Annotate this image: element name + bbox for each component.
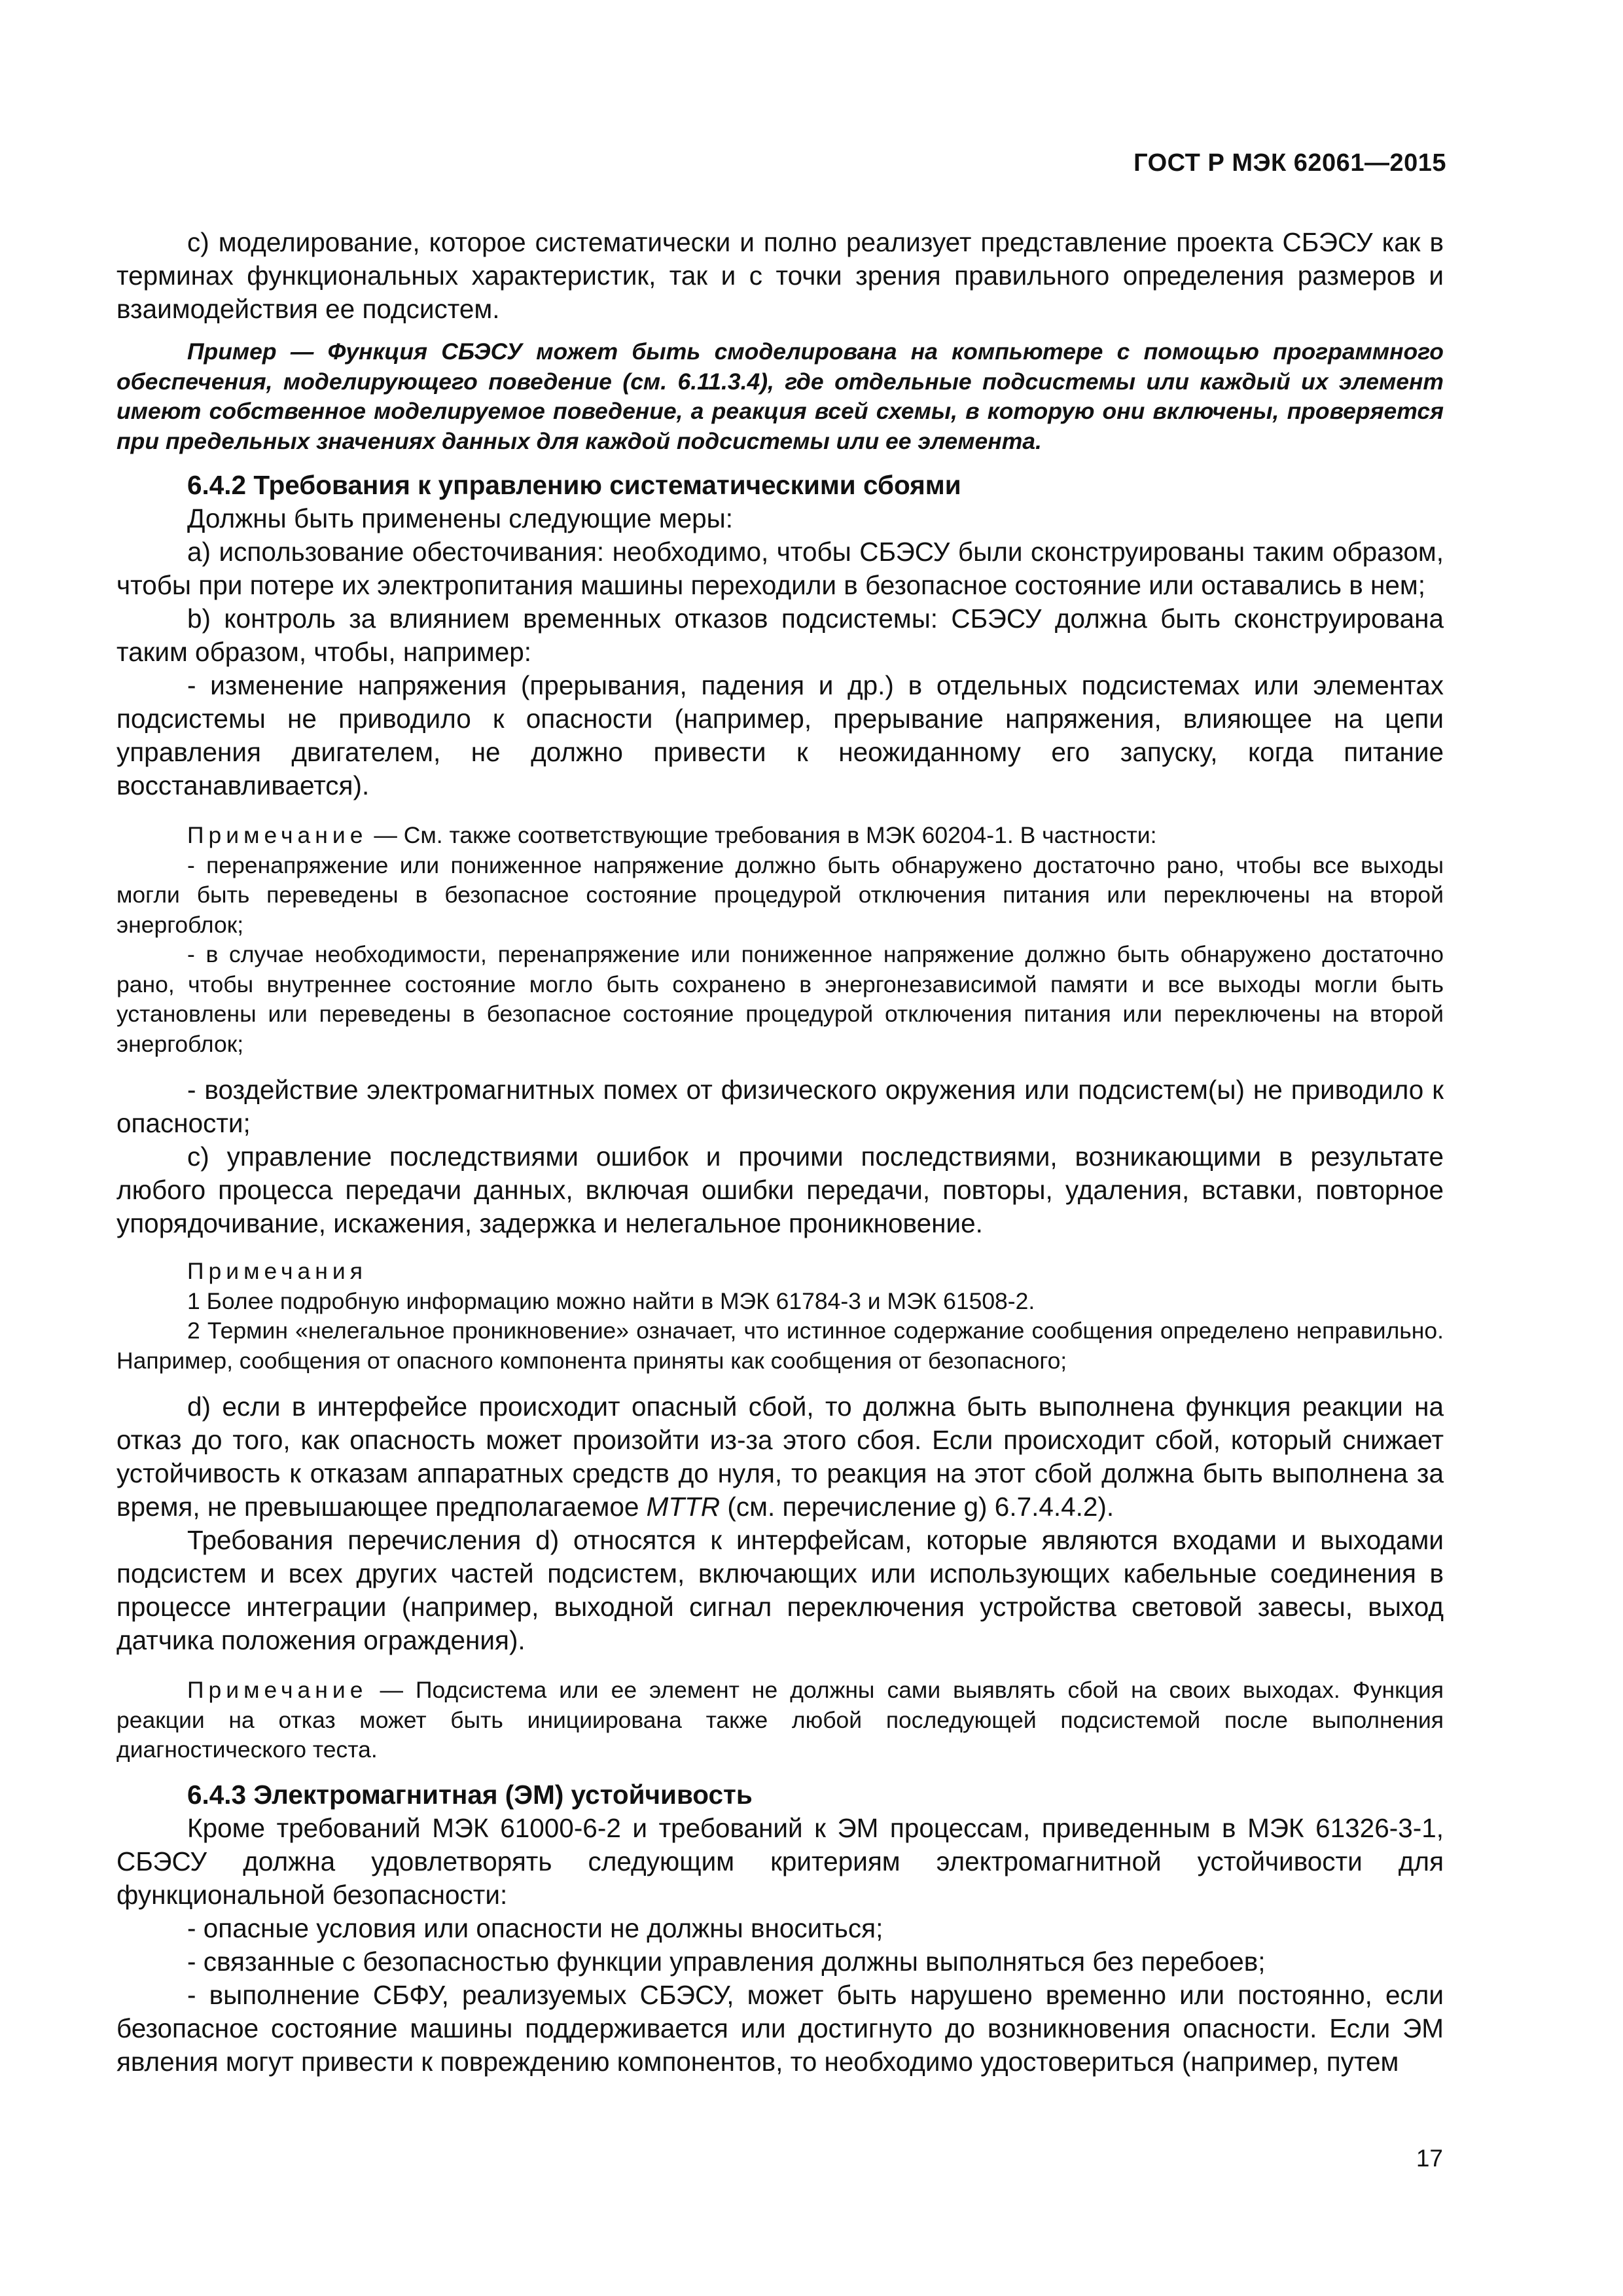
note-subsystem (116, 1676, 1444, 1765)
note-label: Примечание (187, 822, 368, 848)
paragraph-measures-intro: Должны быть применены следующие меры: (187, 503, 733, 533)
example-note: Пример — Функция СБЭСУ может быть смоделирована на компьютере с помощью программного обеспечения, моделирующего поведение (см. 6.11.3.4), где отдельные подсистемы или каждый их элемент имеют собственное моделируемое поведение, а реакция всей схемы, в которую они включены, проверяется при предельных значениях данных для каждой подсистемы или ее элемента. (116, 338, 1444, 454)
paragraph-item-d-text: d) если в интерфейсе происходит опасный сбой, то должна быть выполнена функция реакции на отказ до того, как опасность может произойти из-за этого сбоя. Если происходит сбой, который снижает устойчивость к отказам аппаратных средств до нуля, то реакция на этот сбой должна быть выполнена за время, не превышающее предполагаемое (116, 1391, 1444, 1522)
list-item-sfbu: - выполнение СБФУ, реализуемых СБЭСУ, может быть нарушено временно или постоянно, если безопасное состояние машины поддерживается или достигнуто до возникновения опасности. Если ЭМ явления могут привести к повреждению компонентов, то необходимо удостовериться (например, путем (116, 1979, 1444, 2077)
notes-label: Примечания (187, 1258, 367, 1284)
paragraph-item-a: a) использование обесточивания: необходимо, чтобы СБЭСУ были сконструированы таким образом, чтобы при потере их электропитания машины переходили в безопасное состояние или оставались в нем; (116, 537, 1444, 600)
note-2: 2 Термин «нелегальное проникновение» означает, что истинное содержание сообщения определено неправильно. Например, сообщения от опасного компонента приняты как сообщения от безопасного; (116, 1318, 1444, 1374)
note-text: — См. также соответствующие требования в МЭК 60204-1. В частности: (367, 822, 1157, 848)
paragraph-voltage-change: - изменение напряжения (прерывания, падения и др.) в отдельных подсистемах или элементах подсистемы не приводило к опасности (например, прерывание напряжения, влияющее на цепи управления двигателем, не должно привести к неожиданному его запуску, когда питание восстанавливается). (116, 670, 1444, 800)
paragraph-item-d (116, 1390, 1444, 1524)
note-60204 (116, 821, 1444, 851)
mttr-term: MTTR (646, 1492, 721, 1522)
page-number: 17 (1416, 2145, 1443, 2172)
paragraph-item-d-tail: (см. перечисление g) 6.7.4.4.2). (720, 1492, 1115, 1522)
note-1: 1 Более подробную информацию можно найти в МЭК 61784-3 и МЭК 61508-2. (187, 1287, 1035, 1314)
paragraph-em-requirements: Кроме требований МЭК 61000-6-2 и требований к ЭМ процессам, приведенным в МЭК 61326-3-1, СБЭСУ должна удовлетворять следующим критериям электромагнитной устойчивости для функциональной безопасности: (116, 1812, 1444, 1910)
paragraph-em-interference: - воздействие электромагнитных помех от физического окружения или подсистем(ы) не приводило к опасности; (116, 1075, 1444, 1138)
note-item-nonvolatile: - в случае необходимости, перенапряжение или пониженное напряжение должно быть обнаружено достаточно рано, чтобы внутреннее состояние могло быть сохранено в энергонезависимой памяти и все выходы могли быть установлены или переведены в безопасное состояние процедурой отключения питания или переключены на второй энергоблок; (116, 941, 1444, 1057)
list-item-safety-functions: - связанные с безопасностью функции управления должны выполняться без перебоев; (187, 1946, 1266, 1977)
document-header: ГОСТ Р МЭК 62061—2015 (1133, 149, 1446, 177)
paragraph-item-b: b) контроль за влиянием временных отказов подсистемы: СБЭСУ должна быть сконструирована таким образом, чтобы, например: (116, 603, 1444, 667)
paragraph-item-c-data: c) управление последствиями ошибок и прочими последствиями, возникающими в результате любого процесса передачи данных, включая ошибки передачи, повторы, удаления, вставки, повторное упорядочивание, искажения, задержка и нелегальное проникновение. (116, 1141, 1444, 1238)
section-heading-6-4-2: 6.4.2 Требования к управлению систематическими сбоями (187, 470, 961, 500)
section-heading-6-4-3: 6.4.3 Электромагнитная (ЭМ) устойчивость (187, 1779, 753, 1810)
note-label: Примечание (187, 1677, 368, 1703)
note-item-overvoltage: - перенапряжение или пониженное напряжение должно быть обнаружено достаточно рано, чтобы все выходы могли быть переведены в безопасное состояние процедурой отключения питания или переключены на второй энергоблок; (116, 852, 1444, 938)
page-content (116, 226, 1444, 2079)
paragraph-item-c-modeling: c) моделирование, которое систематически и полно реализует представление проекта СБЭСУ как в терминах функциональных характеристик, так и с точки зрения правильного определения размеров и взаимодействия ее подсистем. (116, 227, 1444, 324)
list-item-hazards: - опасные условия или опасности не должны вноситься; (187, 1912, 883, 1943)
note-text: — Подсистема или ее элемент не должны сами выявлять сбой на своих выходах. Функция реакции на отказ может быть инициирована также любой последующей подсистемой после выполнения диагностического теста. (116, 1677, 1444, 1763)
paragraph-requirements-d: Требования перечисления d) относятся к интерфейсам, которые являются входами и выходами подсистем и всех других частей подсистем, включающих или использующих кабельные соединения в процессе интеграции (например, выходной сигнал переключения устройства световой завесы, выход датчика положения ограждения). (116, 1525, 1444, 1655)
